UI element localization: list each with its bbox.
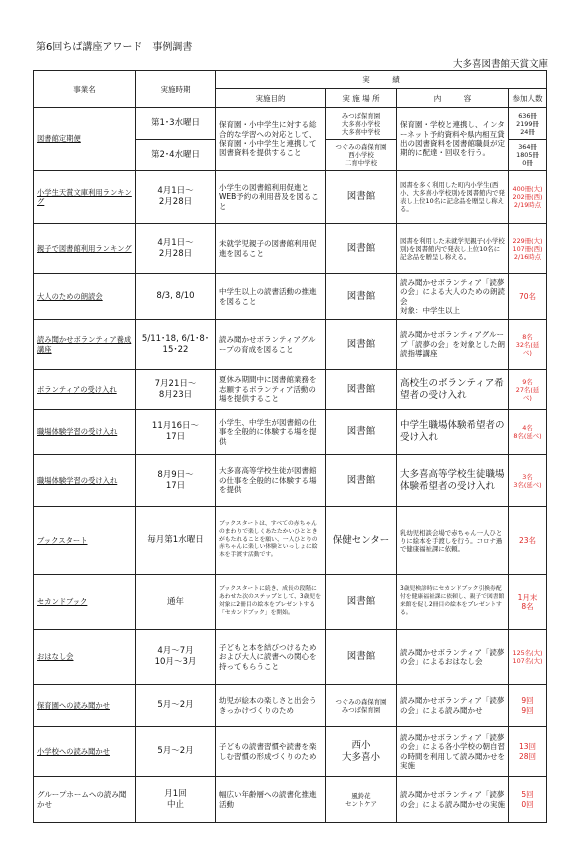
table-row	[34, 224, 547, 274]
row-count: 364冊 1805冊 0冊	[509, 140, 547, 171]
row-content: 保育園・学校と連携し、インターネット予約資料や県内相互貸出の図書資料を図書館職員が定期的に配達・回収を行う。	[397, 108, 509, 171]
row-content: 大多喜高等学校生徒職場体験希望者の受け入れ	[397, 455, 509, 507]
row-place: 風鈴花 セントケア	[326, 777, 397, 823]
row-place: つぐみの森保育園 みつば保育園	[326, 685, 397, 727]
row-purpose: 中学生以上の読書活動の推進を図ること	[216, 274, 326, 320]
row-count: 5回 0回	[509, 777, 547, 823]
row-period: 4月1日～ 2月28日	[136, 171, 216, 224]
row-purpose: 幅広い年齢層への読書化推進活動	[216, 777, 326, 823]
row-purpose: 保育園・小中学生に対する総合的な学習への対応として、保育園・小中学生と連携して図書資料を提供すること	[216, 108, 326, 171]
row-period: 5/11･18, 6/1･8･15･22	[136, 320, 216, 370]
row-period: 第2･4水曜日	[136, 140, 216, 171]
row-name: 保育園への読み聞かせ	[34, 685, 136, 727]
row-count: 400冊(大) 202冊(西) 2/19時点	[509, 171, 547, 224]
row-purpose: 子どもと本を結びつけるためおよび大人に読書への関心を持ってもらうこと	[216, 630, 326, 685]
row-count: 3名 3名(延べ)	[509, 455, 547, 507]
row-place: 図書館	[326, 455, 397, 507]
row-count: 23名	[509, 507, 547, 575]
row-period: 4月1日～ 2月28日	[136, 224, 216, 274]
row-period: 5月～2月	[136, 727, 216, 777]
row-period: 5月～2月	[136, 685, 216, 727]
row-name: 小学校への読み聞かせ	[34, 727, 136, 777]
row-content: 乳幼児相談会場で赤ちゃん一人ひとりに絵本を手渡しを行う。コロナ過で健康福祉課に依頼。	[397, 507, 509, 575]
header-row-1	[34, 71, 547, 89]
row-place: 図書館	[326, 575, 397, 630]
row-count: 1月末 8名	[509, 575, 547, 630]
row-purpose: 大多喜高等学校生徒が図書館の仕事を全般的に体験する場を提供	[216, 455, 326, 507]
row-purpose: 幼児が絵本の楽しさと出会うきっかけづくりのため	[216, 685, 326, 727]
table-row	[34, 410, 547, 455]
header-results: 実 績	[216, 71, 547, 89]
row-period: 通年	[136, 575, 216, 630]
row-count: 13回 28回	[509, 727, 547, 777]
row-content: 図書を多く利用した町内小学生(西小、大多喜小学校別)を図書館内で発表し上位10名に記念品を贈呈し称える。	[397, 171, 509, 224]
table-row	[34, 274, 547, 320]
row-period: 4月～7月 10月～3月	[136, 630, 216, 685]
row-purpose: 小学生、中学生が図書館の仕事を全般的に体験する場を提供	[216, 410, 326, 455]
row-content: 読み聞かせボランティア「読夢の会」によるおはなし会	[397, 630, 509, 685]
row-purpose: ブックスタートに続き、成長の段階にあわせた次のステップとして、3歳児を対象に2冊目の絵本をプレゼントする「セカンドブック」を開始。	[216, 575, 326, 630]
row-place: 図書館	[326, 224, 397, 274]
header-name: 事業名	[34, 71, 136, 108]
table-row	[34, 171, 547, 224]
table-row	[34, 108, 547, 140]
table-row	[34, 370, 547, 410]
row-period: 毎月第1水曜日	[136, 507, 216, 575]
row-place: 図書館	[326, 370, 397, 410]
table-row	[34, 575, 547, 630]
header-count: 参加人数	[509, 89, 547, 108]
row-period: 8/3, 8/10	[136, 274, 216, 320]
header-place: 実 施 場 所	[326, 89, 397, 108]
table-row	[34, 777, 547, 823]
row-period: 7月21日～ 8月23日	[136, 370, 216, 410]
row-name: 小学生天賞文庫利用ランキング	[34, 171, 136, 224]
row-place: 図書館	[326, 320, 397, 370]
row-content: 読み聞かせボランティア「読夢の会」による読み聞かせ	[397, 685, 509, 727]
row-purpose: ブックスタートは、すべての赤ちゃんのまわりで楽しくあたたかいひとときがもたれることを願い、一人ひとりの赤ちゃんに楽しい体験といっしょに絵本を手渡す活動です。	[216, 507, 326, 575]
row-name: ボランティアの受け入れ	[34, 370, 136, 410]
row-count: 8名 32名(延べ)	[509, 320, 547, 370]
row-name: 図書館定期便	[34, 108, 136, 171]
organization-name: 大多喜図書館天賞文庫	[452, 59, 548, 70]
row-place: 図書館	[326, 274, 397, 320]
row-name: 読み聞かせボランティア養成講座	[34, 320, 136, 370]
header-period: 実施時期	[136, 71, 216, 108]
row-count: 229冊(大) 107冊(西) 2/16時点	[509, 224, 547, 274]
row-place: 図書館	[326, 171, 397, 224]
row-place: 図書館	[326, 630, 397, 685]
row-name: 職場体験学習の受け入れ	[34, 410, 136, 455]
table-row	[34, 685, 547, 727]
row-purpose: 子どもの読書習慣や読書を楽しむ習慣の形成づくりのため	[216, 727, 326, 777]
row-name: 職場体験学習の受け入れ	[34, 455, 136, 507]
table-row	[34, 727, 547, 777]
row-count: 9名 27名(延べ)	[509, 370, 547, 410]
row-place: みつば保育園 大多喜小学校 大多喜中学校	[326, 108, 397, 140]
row-content: 読み聞かせボランティアグループ「読夢の会」を対象とした朗読指導講座	[397, 320, 509, 370]
row-content: 図書を利用した未就学児親子(小学校別)を図書館内で発表し上位10名に記念品を贈呈し称える。	[397, 224, 509, 274]
row-name: グループホームへの読み聞かせ	[34, 777, 136, 823]
row-period: 月1回 中止	[136, 777, 216, 823]
row-purpose: 未就学児親子の図書館利用促進を図ること	[216, 224, 326, 274]
row-purpose: 夏休み期間中に図書館業務を志願するボランティア活動の場を提供すること	[216, 370, 326, 410]
document-title: 第6回ちば講座アワード 事例調書	[36, 42, 193, 53]
row-count: 636冊 2199冊 24冊	[509, 108, 547, 140]
row-content: 3歳児検診時にセカンドブック引換券配付を健康福祉課に依頼し、親子で図書館来館を促し2冊目の絵本をプレゼントする。	[397, 575, 509, 630]
row-count: 70名	[509, 274, 547, 320]
row-name: セカンドブック	[34, 575, 136, 630]
row-place: 西小 大多喜小	[326, 727, 397, 777]
row-place: 図書館	[326, 410, 397, 455]
row-period: 8月9日～ 17日	[136, 455, 216, 507]
row-name: 大人のための朗読会	[34, 274, 136, 320]
row-name: 親子で図書館利用ランキング	[34, 224, 136, 274]
row-content: 読み聞かせボランティア「読夢の会」による読み聞かせの実施	[397, 777, 509, 823]
row-content: 中学生職場体験希望者の受け入れ	[397, 410, 509, 455]
row-content: 高校生のボランティア希望者の受け入れ	[397, 370, 509, 410]
row-purpose: 小学生の図書館利用促進とWEB予約の利用普及を図ること	[216, 171, 326, 224]
row-content: 読み聞かせボランティア「読夢の会」による各小学校の朝自習の時間を利用して読み聞かせを実施	[397, 727, 509, 777]
row-name: ブックスタート	[34, 507, 136, 575]
table-row	[34, 320, 547, 370]
table-row	[34, 630, 547, 685]
header-purpose: 実施目的	[216, 89, 326, 108]
row-content: 読み聞かせボランティア「読夢の会」による大人のための朗読会 対象：中学生以上	[397, 274, 509, 320]
row-name: おはなし会	[34, 630, 136, 685]
row-purpose: 読み聞かせボランティアグループの育成を図ること	[216, 320, 326, 370]
row-count: 9回 9回	[509, 685, 547, 727]
table-row	[34, 507, 547, 575]
row-period: 第1･3水曜日	[136, 108, 216, 140]
row-period: 11月16日～ 17日	[136, 410, 216, 455]
case-table	[33, 70, 547, 823]
table-row	[34, 455, 547, 507]
row-count: 125名(大) 107名(大)	[509, 630, 547, 685]
row-count: 4名 8名(延べ)	[509, 410, 547, 455]
header-content: 内 容	[397, 89, 509, 108]
row-place: つぐみの森保育園 西小学校 二育中学校	[326, 140, 397, 171]
row-place: 保健センター	[326, 507, 397, 575]
